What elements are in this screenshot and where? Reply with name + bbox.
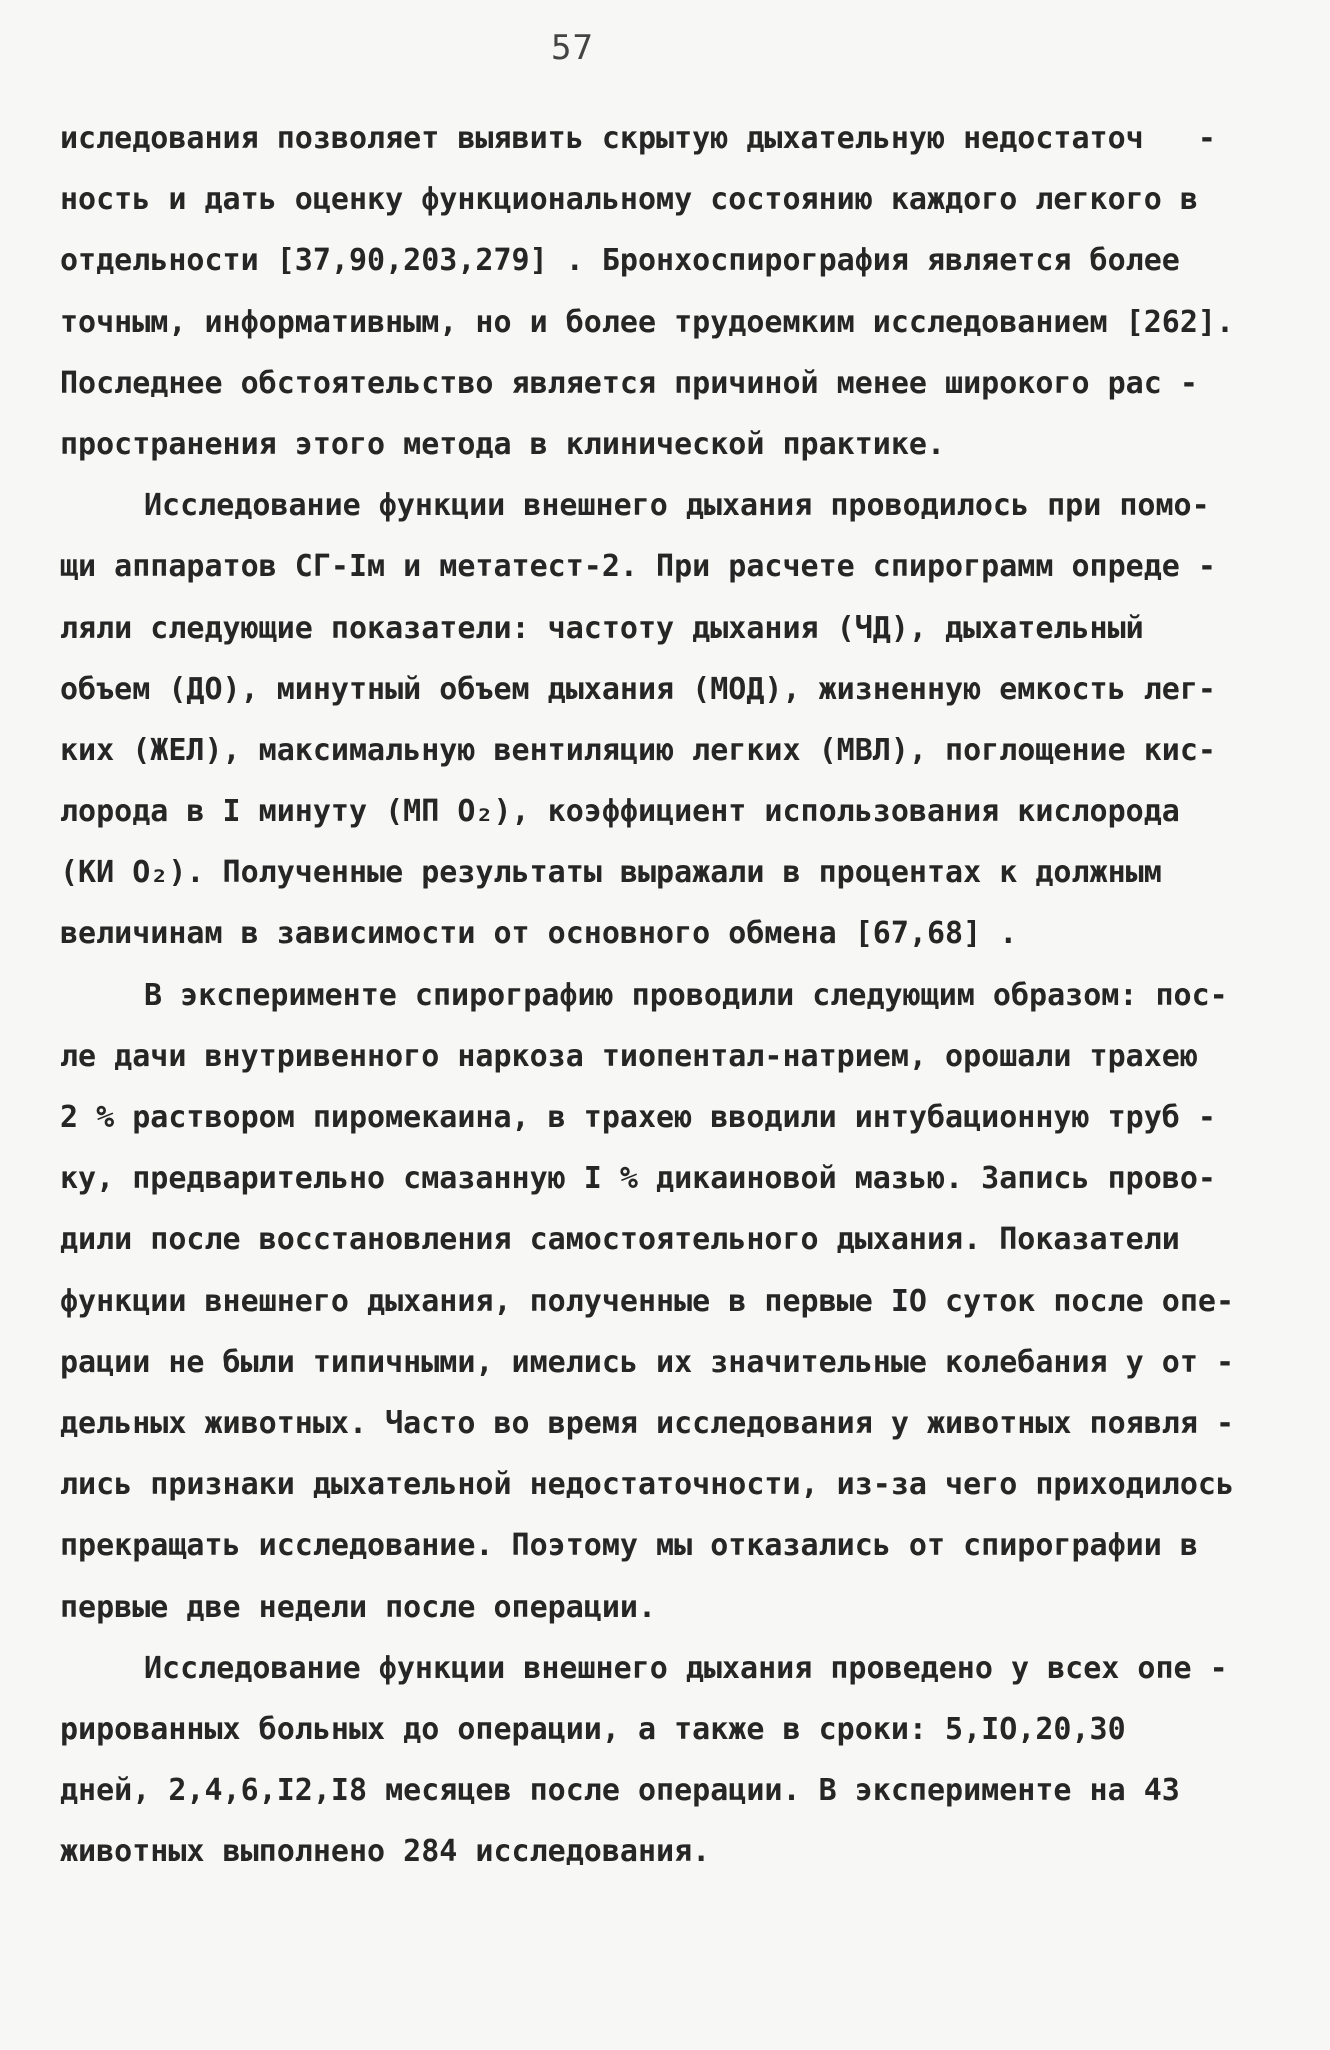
text-line: прекращать исследование. Поэтому мы отказались от спирографии в [60, 1528, 1198, 1564]
text-line: точным, информативным, но и более трудоемким исследованием [262]. [60, 304, 1234, 340]
text-line: животных выполнено 284 исследования. [60, 1834, 711, 1870]
body-text [60, 108, 1270, 1882]
text-line: функции внешнего дыхания, полученные в первые IO суток после опе- [60, 1283, 1234, 1319]
text-line: лорода в I минуту (МП O₂), коэффициент использования кислорода [60, 794, 1180, 830]
text-line: Исследование функции внешнего дыхания проведено у всех опе - [144, 1650, 1228, 1686]
text-line: дили после восстановления самостоятельного дыхания. Показатели [60, 1222, 1180, 1258]
text-line: (КИ O₂). Полученные результаты выражали в процентах к должным [60, 855, 1162, 891]
text-line: В эксперименте спирографию проводили следующим образом: пос- [144, 977, 1228, 1013]
text-line: отдельности [37,90,203,279] . Бронхоспирография является более [60, 243, 1180, 279]
text-line: дельных животных. Часто во время исследования у животных появля - [60, 1405, 1234, 1441]
text-line: рированных больных до операции, а также в сроки: 5,IO,20,30 [60, 1711, 1126, 1747]
text-line: ку, предварительно смазанную I % дикаиновой мазью. Запись прово- [60, 1161, 1216, 1197]
text-line: объем (ДО), минутный объем дыхания (МОД), жизненную емкость лег- [60, 671, 1216, 707]
text-line: Исследование функции внешнего дыхания проводилось при помо- [144, 488, 1210, 524]
text-line: пространения этого метода в клинической практике. [60, 426, 946, 462]
text-line: лись признаки дыхательной недостаточности, из-за чего приходилось [60, 1467, 1234, 1503]
text-line: ких (ЖЕЛ), максимальную вентиляцию легких (МВЛ), поглощение кис- [60, 732, 1216, 768]
text-line: иследования позволяет выявить скрытую дыхательную недостаточ - [60, 121, 1216, 156]
text-line: ность и дать оценку функциональному состоянию каждого легкого в [60, 182, 1198, 218]
page-number: 57 [551, 28, 594, 68]
text-line: щи аппаратов СГ-Iм и метатест-2. При расчете спирограмм опреде - [60, 549, 1216, 585]
text-line: ле дачи внутривенного наркоза тиопентал-натрием, орошали трахею [60, 1038, 1198, 1074]
text-line: величинам в зависимости от основного обмена [67,68] . [60, 916, 1018, 952]
text-line: рации не были типичными, имелись их значительные колебания у от - [60, 1344, 1234, 1380]
text-line: ляли следующие показатели: частоту дыхания (ЧД), дыхательный [60, 610, 1144, 646]
text-line: первые две недели после операции. [60, 1589, 657, 1625]
text-line: Последнее обстоятельство является причиной менее широкого рас - [60, 365, 1198, 401]
text-line: дней, 2,4,6,I2,I8 месяцев после операции. В эксперименте на 43 [60, 1773, 1180, 1809]
text-line: 2 % раствором пиромекаина, в трахею вводили интубационную труб - [60, 1100, 1216, 1135]
